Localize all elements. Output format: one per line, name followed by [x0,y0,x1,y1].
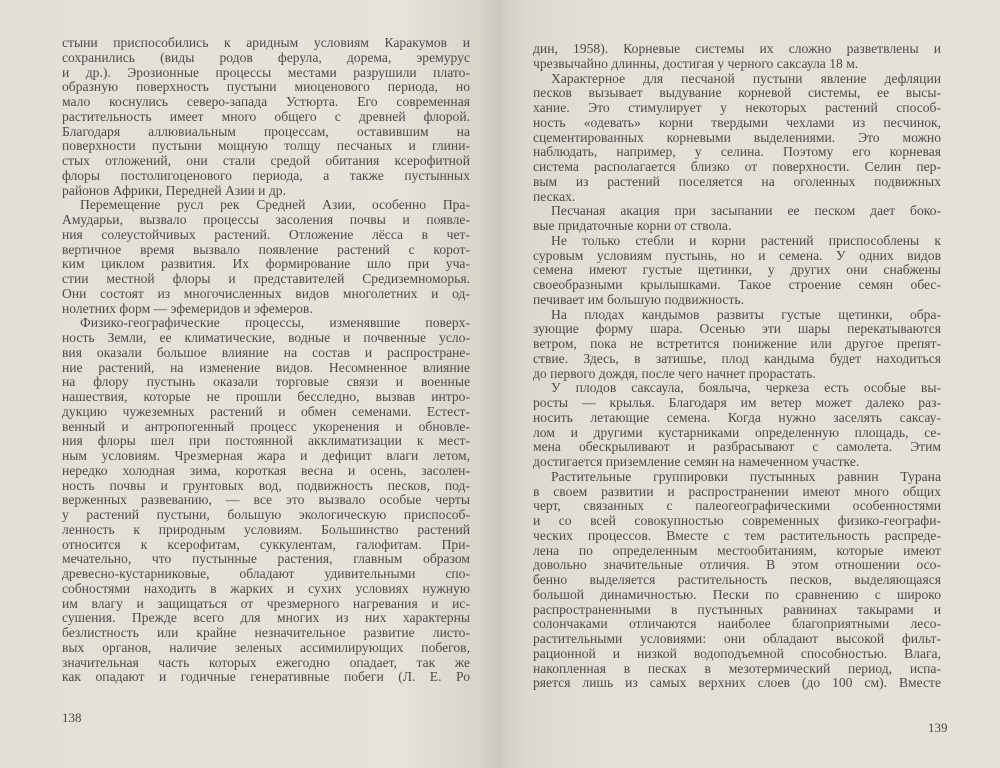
paragraph [533,204,941,234]
text-line: Растительные группировки пустынных равнин Турана [551,468,941,484]
paragraph [533,308,941,382]
text-line: ность «одевать» корни твердыми чехлами из песчинок, [533,114,941,130]
text-line: значительная часть которых ежегодно опадает, так же [62,654,470,670]
text-line: ким циклом развития. Их формирование шло при уча- [62,256,470,272]
text-line: довольно значительные отличия. В этом отношении осо- [533,557,941,573]
paragraph [62,316,470,685]
text-line: у растений пустыни, большую экологическую приспособ- [62,507,470,522]
text-line: верженных развеванию, — все это вызвало особые черты [62,492,470,508]
text-line: стыни приспособились к аридным условиям Каракумов и [62,35,470,50]
text-line: Характерное для песчаной пустыни явление дефляции [551,70,941,86]
text-line: им влагу и защищаться от чрезмерного нагревания и ис- [62,595,470,611]
text-line: растительными условиями: они обладают высокой фильт- [533,631,941,646]
text-line: ние растений, на изменение видов. Несомненное влияние [62,359,470,375]
text-line: ческих процессов. Вместе с тем растительность распреде- [533,527,941,543]
paragraph [533,72,941,205]
text-line: флоры постолигоценового периода, а также пустынных [62,167,470,183]
text-line: дукцию чужеземных растений и обмен семенами. Естест- [62,403,470,419]
text-line: чрезвычайно длинны, достигая у черного саксаула 18 м. [533,55,859,71]
text-line: древесно-кустарниковые, обладают удивительными спо- [62,566,470,581]
text-line: как опадают и годичные генеративные побеги (Л. Е. Ро [62,669,470,685]
text-line: хание. Это стимулирует у некоторых растений способ- [533,100,941,115]
paragraph [533,234,941,308]
text-line: черт, связанных с палеогеографическими особенностями [533,498,941,514]
text-line: ния флоры шел при постоянной акклиматизации к мест- [62,433,470,449]
text-line: ния солеустойчивых растений. Отложение лёсса в чет- [62,226,470,242]
text-line: Благодаря аллювиальным процессам, оставившим на [62,123,470,139]
text-line: песках. [533,188,576,204]
text-line: стии местной флоры и представителей Средиземноморья. [62,271,470,286]
text-line: ленность к природным условиям. Большинство растений [62,521,470,537]
text-line: Перемещение русл рек Средней Азии, особенно Пра- [80,197,470,213]
text-line: ряется лишь из самых верхних слоев (до 100 см). Вместе [533,675,941,691]
text-line: ветром, пока не встретится понижение или другое препят- [533,336,941,351]
paragraph [533,381,941,470]
text-line: большой динамичностью. Пески по сравнению с широко [533,586,941,602]
paragraph [533,42,941,72]
text-line: распространенными в пустынных равнинах такырами и [533,601,941,617]
right-page-text [533,42,941,691]
text-line: растительность имеет много общего с древней флорой. [62,108,470,124]
text-line: собностями находить в жарких и сухих условиях нужную [62,580,470,596]
text-line: ствие. Здесь, в затишье, плод кандыма будет находиться [533,350,941,366]
text-line: вия оказали большое влияние на состав и распростране- [62,344,470,360]
text-line: зующие форму шара. Осенью эти шары перекатываются [533,321,941,337]
text-line: венный и антропогенный процесс укоренения и обновле- [62,418,470,434]
text-line: ность почвы и грунтовых вод, подвижность песков, под- [62,477,470,493]
text-line: вым из растений поселяется на оголенных подвижных [533,173,941,189]
text-line: сцементированных корневыми выделениями. Это можно [533,129,941,145]
paragraph [533,470,941,691]
text-line: Они состоят из многочисленных видов многолетних и од- [62,285,470,301]
text-line: песков вызывает выдувание корневой системы, ее высы- [533,85,941,101]
text-line: мена обескрыливают и разбрасывают с самолета. Этим [533,439,941,455]
text-line: образную поверхность пустыни миоценового периода, но [62,79,470,95]
text-line: ность Земли, ее климатические, водные и почвенные усло- [62,330,470,345]
text-line: нашествия, которые не прошли бесследно, вызвав интро- [62,389,470,404]
text-line: нередко холодная зима, короткая весна и осень, засолен- [62,462,470,478]
text-line: росты — крылья. Благодаря им ветер может далеко раз- [533,395,941,410]
left-page-text [62,36,470,685]
text-line: сохранились (виды родов ферула, дорема, эремурус [62,49,470,65]
text-line: У плодов саксаула, боялыча, черкеза есть особые вы- [551,380,941,396]
text-line: вых органов, наличие зеленых ассимилирующих побегов, [62,639,470,655]
text-line: ным условиям. Чрезмерная жара и дефицит влаги летом, [62,448,470,463]
text-line: достигается приземление семян на намеченном участке. [533,454,860,469]
text-line: дин, 1958). Корневые системы их сложно разветвлены и [533,41,941,56]
text-line: носить летающие семена. Когда нужно заселять саксау- [533,409,941,425]
text-line: Амударьи, вызвало процессы засоления почвы и появле- [62,212,470,227]
text-line: печивает им большую подвижность. [533,291,745,307]
text-line: рационной и низкой водоподъемной способностью. Влага, [533,645,941,661]
text-line: вертичное время вызвало появление растений с корот- [62,241,470,257]
text-line: на флору пустынь оказали торговые связи и военные [62,374,470,390]
text-line: семена имеют густые щетинки, у других они снабжены [533,262,941,278]
text-line: поверхности пустыни мощную толщу песчаных и глини- [62,138,470,154]
text-line: в своем развитии и распространении имеют много общих [533,483,941,499]
page-number-left: 138 [62,710,82,725]
text-line: суровым условиям пустынь, но и семена. У одних видов [533,247,941,263]
text-line: и со всей совокупностью современных физико-географи- [533,513,941,528]
text-line: Не только стебли и корни растений приспособлены к [551,232,941,248]
text-line: бенно выделяется растительность песков, выделяющаяся [533,572,941,587]
text-line: безлистность или крайне незначительное развитие листо- [62,625,470,640]
text-line: система располагается близко от поверхности. Селин пер- [533,159,941,174]
text-line: до первого дождя, после чего начнет прорастать. [533,365,816,381]
text-line: своеобразными крылышками. Такое строение семян обес- [533,277,941,292]
text-line: вые придаточные корни от ствола. [533,218,732,233]
right-page [500,0,1000,768]
paragraph [62,198,470,316]
text-line: относится к ксерофитам, суккулентам, галофитам. При- [62,536,470,552]
text-line: районов Африки, Передней Азии и др. [62,182,286,198]
text-line: мало коснулись северо-запада Устюрта. Его современная [62,94,470,109]
page-number-right: 139 [928,720,948,735]
text-line: накопленная в песках в мезотермический период, испа- [533,660,941,676]
text-line: лена по определенным местообитаниям, которые имеют [533,542,941,558]
paragraph [62,36,470,198]
text-line: сушения. Прежде всего для многих из них характерны [62,610,470,626]
text-line: Физико-географические процессы, изменявшие поверх- [80,315,470,331]
text-line: мечательно, что пустынные растения, главным образом [62,551,470,567]
text-line: нолетних форм — эфемеридов и эфемеров. [62,300,313,316]
text-line: стых отложений, они стали средой обитания ксерофитной [62,153,470,168]
text-line: наблюдать, например, у селина. Поэтому его корневая [533,144,941,160]
text-line: Песчаная акация при засыпании ее песком дает боко- [551,203,941,219]
text-line: На плодах кандымов развиты густые щетинки, обра- [551,306,941,322]
text-line: и др.). Эрозионные процессы местами разрушили плато- [62,64,470,80]
text-line: солончаками отличаются наиболее благоприятными лесо- [533,616,941,632]
text-line: лом и другими кустарниками определенную площадь, се- [533,424,941,440]
